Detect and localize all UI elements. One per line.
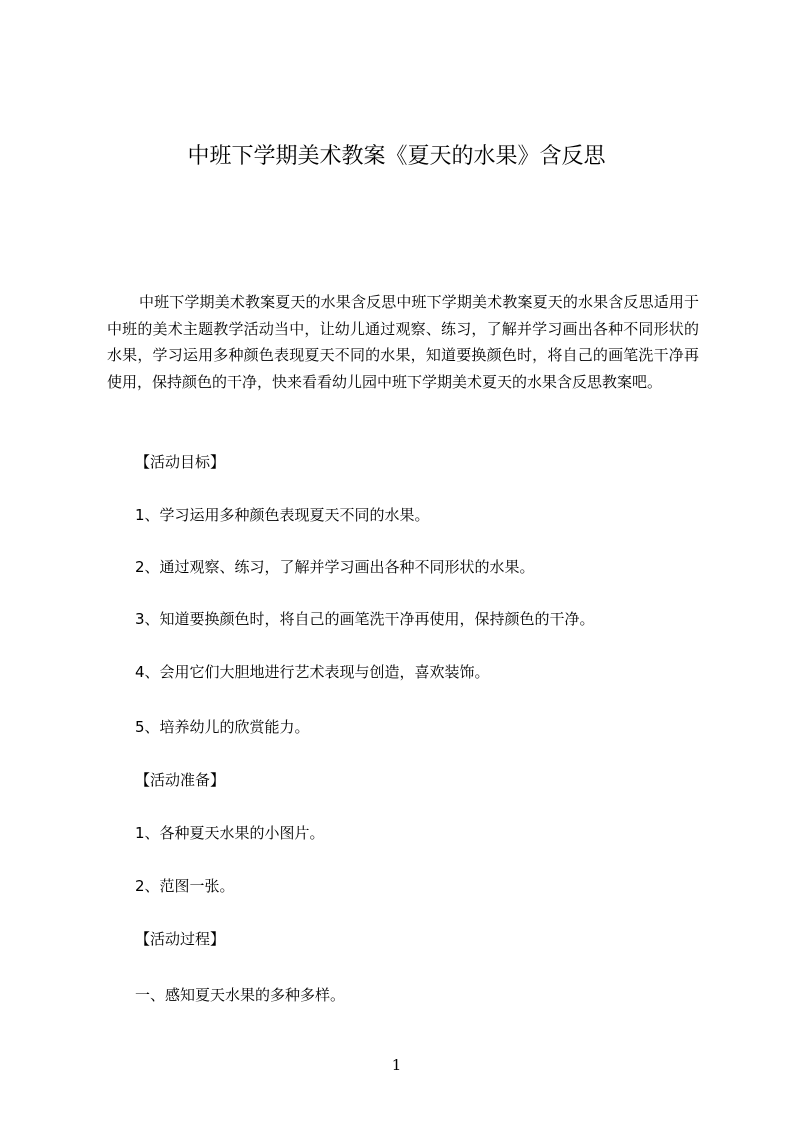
- goal-item-1: 1、学习运用多种颜色表现夏天不同的水果。: [135, 506, 430, 524]
- page-number: 1: [391, 1056, 402, 1074]
- prep-heading: 【活动准备】: [135, 771, 226, 789]
- goal-item-3: 3、知道要换颜色时，将自己的画笔洗干净再使用，保持颜色的干净。: [135, 610, 595, 628]
- prep-item-2: 2、范图一张。: [135, 877, 235, 895]
- process-heading: 【活动过程】: [135, 930, 226, 948]
- prep-item-1: 1、各种夏天水果的小图片。: [135, 824, 325, 842]
- goals-heading: 【活动目标】: [135, 453, 226, 471]
- goal-item-4: 4、会用它们大胆地进行艺术表现与创造，喜欢装饰。: [135, 663, 490, 681]
- goal-item-5: 5、培养幼儿的欣赏能力。: [135, 718, 310, 736]
- process-step-1: 一、感知夏天水果的多种多样。: [135, 986, 346, 1004]
- goal-item-2: 2、通过观察、练习，了解并学习画出各种不同形状的水果。: [135, 558, 535, 576]
- intro-paragraph: 中班下学期美术教案夏天的水果含反思中班下学期美术教案夏天的水果含反思适用于中班的美术主题教学活动当中，让幼儿通过观察、练习，了解并学习画出各种不同形状的水果，学习运用多种颜色表现夏天不同的水果，知道要换颜色时，将自己的画笔洗干净再使用，保持颜色的干净，快来看看幼儿园中班下学期美术夏天的水果含反思教案吧。: [107, 293, 699, 391]
- document-title: 中班下学期美术教案《夏天的水果》含反思: [187, 144, 606, 169]
